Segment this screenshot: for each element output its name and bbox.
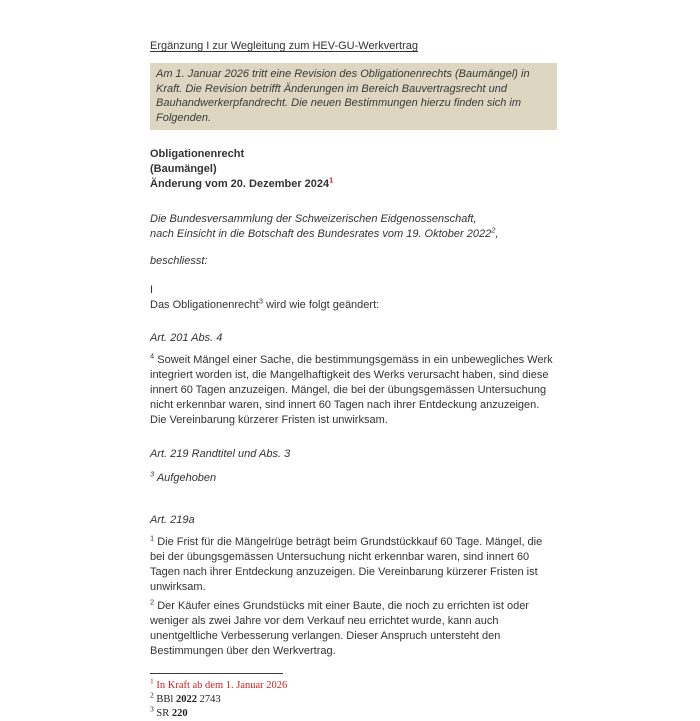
section-intro <box>150 298 557 313</box>
revision-notice-text: Am 1. Januar 2026 tritt eine Revision des Obligationenrechts (Baumängel) in Kraft. Die Revision betrifft Änderungen im Bereich Bauvertragsrecht und Bauhandwerkerpfandrecht. Die neuen Bestimmungen hierzu finden sich im Folgenden. <box>156 68 530 124</box>
footnote-3-marker: 3 <box>150 704 154 714</box>
footnote-3-prefix: SR <box>156 708 172 719</box>
section-intro-suffix: wird wie folgt geändert: <box>263 299 380 311</box>
footnote-3-bold: 220 <box>171 708 188 719</box>
law-heading-amendment-date: Änderung vom 20. Dezember 2024 <box>150 178 330 190</box>
article-219-paragraph-3 <box>150 471 557 486</box>
article-219a-paragraph-1 <box>150 535 557 595</box>
law-heading-line3 <box>150 177 557 192</box>
paragraph-marker-2: 2 <box>150 597 155 607</box>
footnote-2 <box>150 690 557 707</box>
article-219-repealed-text: Aufgehoben <box>156 472 217 484</box>
article-201-heading: Art. 201 Abs. 4 <box>150 332 223 344</box>
document-content <box>150 39 557 721</box>
footnote-ref-1[interactable]: 1 <box>329 175 334 185</box>
article-201-paragraph-4-text: Soweit Mängel einer Sache, die bestimmungsgemäss in ein unbewegliches Werk integriert worden ist, die Mangelhaftigkeit des Werks verursacht haben, sind diese innert 60 Tagen anzuzeigen. Mängel, die bei der übungsgemässen Untersuchung nicht erkennbar waren, sind innert 60 Tagen nach ihrer Entdeckung anzuzeigen. Die Vereinbarung kürzerer Fristen ist unwirksam. <box>150 354 553 426</box>
footnote-ref-2[interactable]: 2 <box>491 225 496 235</box>
article-219a-paragraph-1-text: Die Frist für die Mängelrüge beträgt beim Grundstückkauf 60 Tage. Mängel, die bei der übungsgemässen Untersuchung nicht erkennbar waren, sind innert 60 Tagen nach ihrer Entdeckung anzuzeigen. Die Vereinbarung kürzerer Fristen ist unwirksam. <box>150 536 543 593</box>
footnote-3 <box>150 704 557 721</box>
article-219-heading: Art. 219 Randtitel und Abs. 3 <box>150 448 291 460</box>
preamble-line1: Die Bundesversammlung der Schweizerischen Eidgenossenschaft, <box>150 213 477 225</box>
footnotes-section <box>150 673 557 721</box>
footnote-2-marker: 2 <box>150 690 154 700</box>
preamble <box>150 212 557 242</box>
footnote-1-marker: 1 <box>150 676 154 686</box>
preamble-line2-text: nach Einsicht in die Botschaft des Bundesrates vom 19. Oktober 2022 <box>150 228 492 240</box>
paragraph-marker-4: 4 <box>150 351 155 361</box>
revision-notice-box <box>150 63 557 130</box>
footnote-1-text[interactable]: In Kraft ab dem 1. Januar 2026 <box>156 680 288 691</box>
law-heading <box>150 147 557 192</box>
footnote-2-bold: 2022 <box>175 694 197 705</box>
footnote-separator-rule <box>150 673 283 674</box>
article-219a-paragraph-2-text: Der Käufer eines Grundstücks mit einer Baute, die noch zu errichten ist oder weniger als zwei Jahre vor dem Verkauf neu errichtet wurde, kann auch unentgeltliche Verbesserung verlangen. Dieser Anspruch untersteht den Bestimmungen über den Werkvertrag. <box>150 600 529 657</box>
footnote-2-suffix: 2743 <box>196 694 221 705</box>
footnote-ref-3[interactable]: 3 <box>258 296 264 306</box>
paragraph-marker-3: 3 <box>150 469 155 479</box>
preamble-line2 <box>150 227 557 242</box>
section-one <box>150 283 557 313</box>
footnote-2-prefix: BBl <box>156 694 176 705</box>
section-intro-prefix: Das Obligationenrecht <box>150 299 259 311</box>
document-title: Ergänzung I zur Wegleitung zum HEV-GU-Werkvertrag <box>150 40 418 52</box>
decree-word: beschliesst: <box>150 255 208 267</box>
article-219a-heading: Art. 219a <box>150 514 195 526</box>
paragraph-marker-1: 1 <box>150 533 155 543</box>
preamble-line2-suffix: , <box>495 228 499 240</box>
article-201-paragraph-4 <box>150 353 557 428</box>
section-numeral: I <box>150 284 154 296</box>
footnote-1[interactable] <box>150 676 557 693</box>
law-heading-line2: (Baumängel) <box>150 163 217 175</box>
article-219a-paragraph-2 <box>150 599 557 659</box>
law-heading-line1: Obligationenrecht <box>150 148 245 160</box>
